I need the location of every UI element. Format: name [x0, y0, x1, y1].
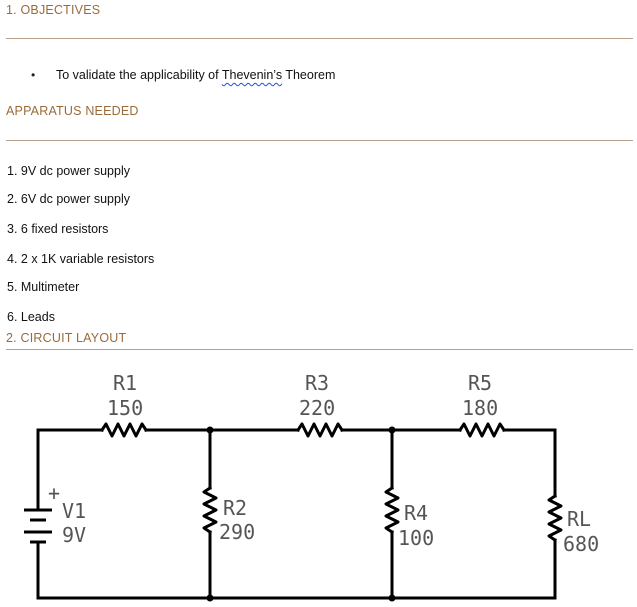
r5-zigzag: [460, 424, 504, 436]
apparatus-item: 1. 9V dc power supply: [7, 164, 130, 178]
rl-value: 680: [563, 532, 600, 556]
circuit-heading: 2. CIRCUIT LAYOUT: [6, 331, 127, 345]
r4-label: R4: [404, 501, 429, 525]
objective-text-start: To validate the applicability of: [56, 68, 222, 82]
objectives-heading: 1. OBJECTIVES: [6, 3, 101, 17]
rl-label: RL: [567, 507, 592, 531]
r5-label: R5: [468, 371, 493, 395]
r2-value: 290: [219, 520, 256, 544]
misspelled-word[interactable]: Thevenin’s: [221, 68, 283, 82]
r1-zigzag: [102, 424, 146, 436]
objective-item: [56, 68, 335, 82]
rl-zigzag: [549, 496, 561, 540]
objective-text-end: Theorem: [282, 68, 336, 82]
section-divider: [6, 140, 633, 141]
apparatus-item: 3. 6 fixed resistors: [7, 222, 109, 236]
bullet-icon: •: [31, 68, 36, 82]
apparatus-item: 4. 2 x 1K variable resistors: [7, 252, 155, 266]
section-divider: [6, 349, 633, 350]
r1-label: R1: [113, 371, 138, 395]
r2-zigzag: [204, 488, 216, 532]
apparatus-item: 5. Multimeter: [7, 280, 80, 294]
junction-dot: [207, 427, 214, 434]
r2-label: R2: [223, 496, 248, 520]
battery-icon: [24, 510, 52, 542]
r3-label: R3: [305, 371, 330, 395]
circuit-diagram: [0, 360, 637, 607]
junction-dot: [389, 427, 396, 434]
junction-dot: [207, 595, 214, 602]
apparatus-heading: APPARATUS NEEDED: [6, 104, 139, 118]
r4-zigzag: [386, 488, 398, 532]
r3-zigzag: [298, 424, 342, 436]
v1-label: V1: [62, 499, 87, 523]
r5-value: 180: [462, 396, 499, 420]
apparatus-item: 6. Leads: [7, 310, 55, 324]
apparatus-item: 2. 6V dc power supply: [7, 192, 130, 206]
junction-dot: [389, 595, 396, 602]
r4-value: 100: [398, 526, 435, 550]
source-polarity-label: +: [48, 481, 61, 505]
section-divider: [6, 38, 633, 39]
r1-value: 150: [107, 396, 144, 420]
v1-value: 9V: [62, 523, 87, 547]
r3-value: 220: [299, 396, 336, 420]
